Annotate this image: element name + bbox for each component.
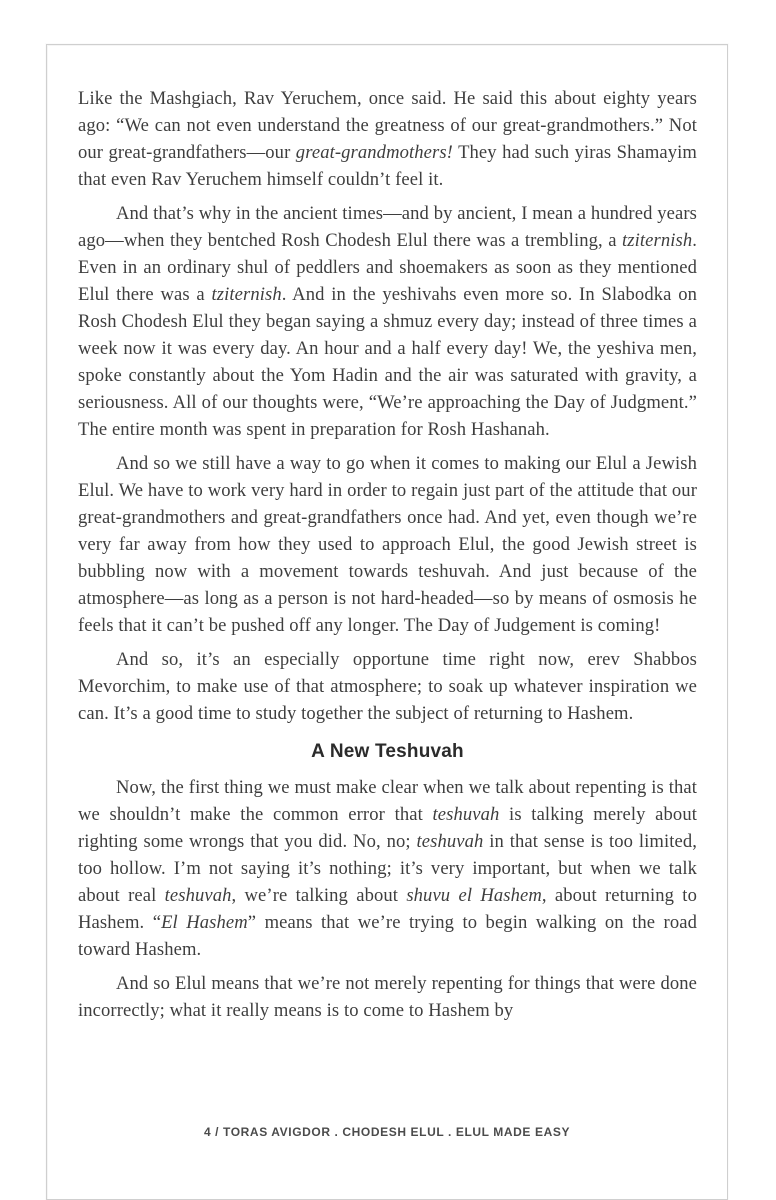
text-run: , about returning to Hashem. “ <box>78 885 697 933</box>
italic-text-run: great-grandmothers! <box>295 142 453 163</box>
text-run: And so we still have a way to go when it comes to making our Elul a Jewish Elul. We have to work very hard in order to regain just part of the attitude that our great-grandmothers and great-grandfathers once had. And yet, even though we’re very far away from how they used to approach Elul, the good Jewish street is bubbling now with a movement towards teshuvah. And just because of the atmosphere—as long as a person is not hard-headed—so by means of osmosis he feels that it can’t be pushed off any longer. The Day of Judgement is coming! <box>78 453 697 636</box>
italic-text-run: tziternish <box>211 284 282 305</box>
text-run: in that sense is too limited, too hollow. I’m not saying it’s nothing; it’s very important, but when we talk about real <box>78 831 697 906</box>
page-content <box>78 85 697 1031</box>
body-paragraph <box>78 200 697 443</box>
italic-text-run: El Hashem <box>161 912 248 933</box>
italic-text-run: tziternish <box>622 230 693 251</box>
body-paragraph <box>78 646 697 727</box>
text-run: , we’re talking about <box>231 885 407 906</box>
italic-text-run: teshuvah <box>416 831 484 852</box>
text-run: . And in the yeshivahs even more so. In Slabodka on Rosh Chodesh Elul they began saying a shmuz every day; instead of three times a week now it was every day. An hour and a half every day! We, the yeshiva men, spoke constantly about the Yom Hadin and the air was saturated with gravity, a seriousness. All of our thoughts were, “We’re approaching the Day of Judgment.” The entire month was spent in preparation for Rosh Hashanah. <box>78 284 697 440</box>
body-paragraph <box>78 85 697 193</box>
body-paragraph <box>78 774 697 963</box>
text-run: And that’s why in the ancient times—and by ancient, I mean a hundred years ago—when they bentched Rosh Chodesh Elul there was a trembling, a <box>78 203 697 251</box>
document-page <box>46 44 728 1200</box>
section-heading: A New Teshuvah <box>311 741 464 762</box>
italic-text-run: teshuvah <box>164 885 232 906</box>
text-run: Like the Mashgiach, Rav Yeruchem, once said. He said this about eighty years ago: “We can not even understand the greatness of our great-grandmothers.” Not our great-grandfathers—our <box>78 88 697 163</box>
text-run: They had such yiras Shamayim that even Rav Yeruchem himself couldn’t feel it. <box>78 142 697 190</box>
italic-text-run: shuvu el Hashem <box>406 885 542 906</box>
text-run: . Even in an ordinary shul of peddlers and shoemakers as soon as they mentioned Elul there was a <box>78 230 697 305</box>
text-run: Now, the first thing we must make clear when we talk about repenting is that we shouldn’t make the common error that <box>78 777 697 825</box>
text-run: ” means that we’re trying to begin walking on the road toward Hashem. <box>78 912 697 960</box>
text-run: And so, it’s an especially opportune time right now, erev Shabbos Mevorchim, to make use of that atmosphere; to soak up whatever inspiration we can. It’s a good time to study together the subject of returning to Hashem. <box>78 649 697 724</box>
text-run: And so Elul means that we’re not merely repenting for things that were done incorrectly; what it really means is to come to Hashem by <box>78 973 697 1021</box>
italic-text-run: teshuvah <box>432 804 500 825</box>
body-paragraph <box>78 970 697 1024</box>
page-footer: 4 / TORAS AVIGDOR . CHODESH ELUL . ELUL MADE EASY <box>203 1125 571 1139</box>
text-run: is talking merely about righting some wrongs that you did. No, no; <box>78 804 697 852</box>
body-paragraph <box>78 450 697 639</box>
